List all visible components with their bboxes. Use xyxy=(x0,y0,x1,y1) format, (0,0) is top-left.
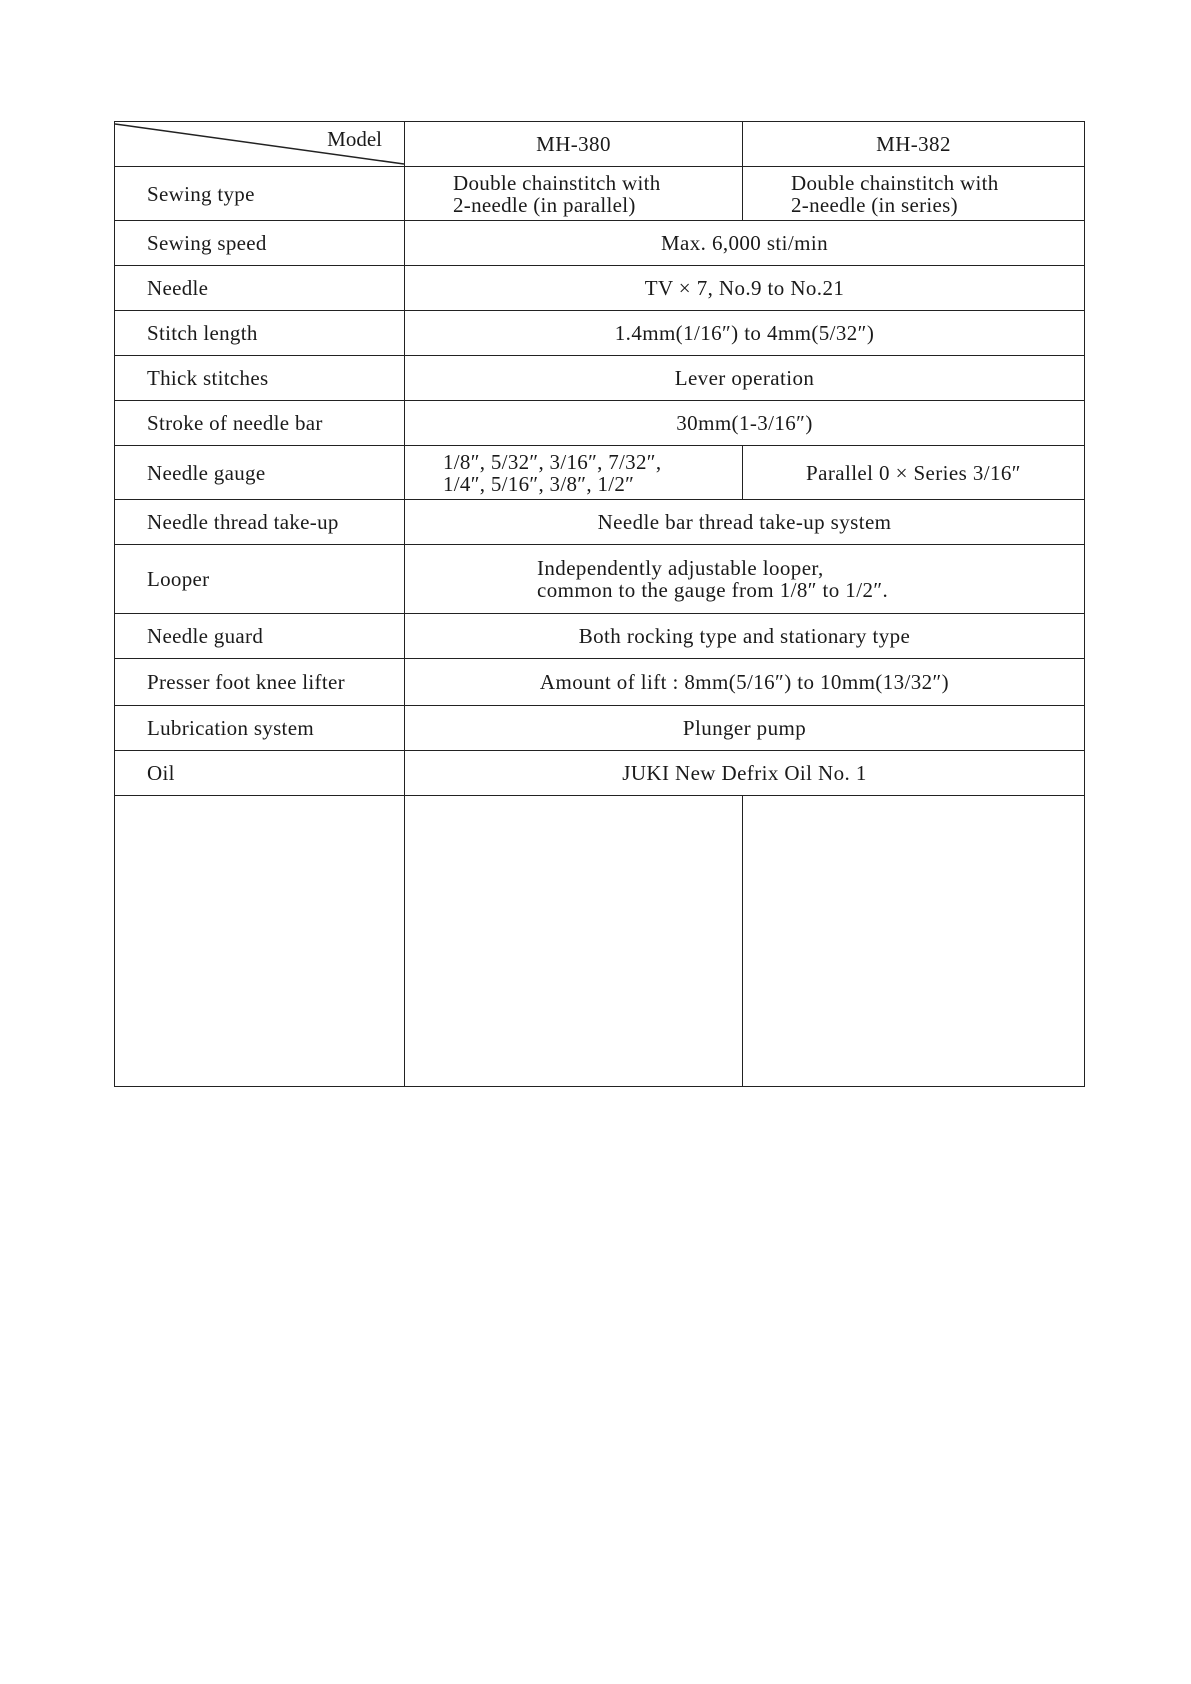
row-label: Thick stitches xyxy=(115,356,405,401)
model-b-header: MH-382 xyxy=(743,122,1085,167)
table-row xyxy=(115,751,1085,796)
model-a-header: MH-380 xyxy=(405,122,743,167)
row-value: Amount of lift : 8mm(5/16″) to 10mm(13/32″) xyxy=(405,659,1085,706)
spec-table xyxy=(114,121,1085,1087)
table-row xyxy=(115,446,1085,500)
row-value: 1.4mm(1/16″) to 4mm(5/32″) xyxy=(405,311,1085,356)
value-line: Independently adjustable looper, xyxy=(537,556,824,580)
row-label: Needle guard xyxy=(115,614,405,659)
table-row xyxy=(115,659,1085,706)
table-row xyxy=(115,356,1085,401)
table-row xyxy=(115,311,1085,356)
value-line: 2-needle (in series) xyxy=(791,192,958,217)
row-value xyxy=(405,545,1085,614)
value-line: 1/4″, 5/16″, 3/8″, 1/2″ xyxy=(443,471,635,496)
model-corner-cell xyxy=(115,122,405,167)
row-value: Max. 6,000 sti/min xyxy=(405,221,1085,266)
row-value-a xyxy=(405,167,743,221)
row-label: Presser foot knee lifter xyxy=(115,659,405,706)
table-row xyxy=(115,545,1085,614)
empty-row xyxy=(115,796,1085,1087)
value-line: Double chainstitch with xyxy=(791,170,999,195)
row-value: Lever operation xyxy=(405,356,1085,401)
table-row xyxy=(115,706,1085,751)
row-value-a xyxy=(405,446,743,500)
row-label: Sewing type xyxy=(115,167,405,221)
row-label: Needle gauge xyxy=(115,446,405,500)
empty-cell xyxy=(405,796,743,1087)
value-line: Double chainstitch with xyxy=(453,170,661,195)
row-value: Both rocking type and stationary type xyxy=(405,614,1085,659)
table-row xyxy=(115,500,1085,545)
row-label: Needle thread take-up xyxy=(115,500,405,545)
row-label: Oil xyxy=(115,751,405,796)
empty-cell xyxy=(743,796,1085,1087)
header-row xyxy=(115,122,1085,167)
model-corner-label: Model xyxy=(327,127,382,151)
row-label: Lubrication system xyxy=(115,706,405,751)
row-value: TV × 7, No.9 to No.21 xyxy=(405,266,1085,311)
value-line: 1/8″, 5/32″, 3/16″, 7/32″, xyxy=(443,449,662,474)
row-value: Plunger pump xyxy=(405,706,1085,751)
value-line: 2-needle (in parallel) xyxy=(453,192,636,217)
value-line: common to the gauge from 1/8″ to 1/2″. xyxy=(537,578,889,602)
table-row xyxy=(115,401,1085,446)
row-label: Stroke of needle bar xyxy=(115,401,405,446)
row-value: 30mm(1-3/16″) xyxy=(405,401,1085,446)
row-value-b: Parallel 0 × Series 3/16″ xyxy=(743,446,1085,500)
row-value-b xyxy=(743,167,1085,221)
row-value: Needle bar thread take-up system xyxy=(405,500,1085,545)
table-row xyxy=(115,167,1085,221)
table-row xyxy=(115,614,1085,659)
row-label: Stitch length xyxy=(115,311,405,356)
row-label: Sewing speed xyxy=(115,221,405,266)
table-row xyxy=(115,266,1085,311)
row-label: Looper xyxy=(115,545,405,614)
empty-cell xyxy=(115,796,405,1087)
row-label: Needle xyxy=(115,266,405,311)
table-row xyxy=(115,221,1085,266)
row-value: JUKI New Defrix Oil No. 1 xyxy=(405,751,1085,796)
